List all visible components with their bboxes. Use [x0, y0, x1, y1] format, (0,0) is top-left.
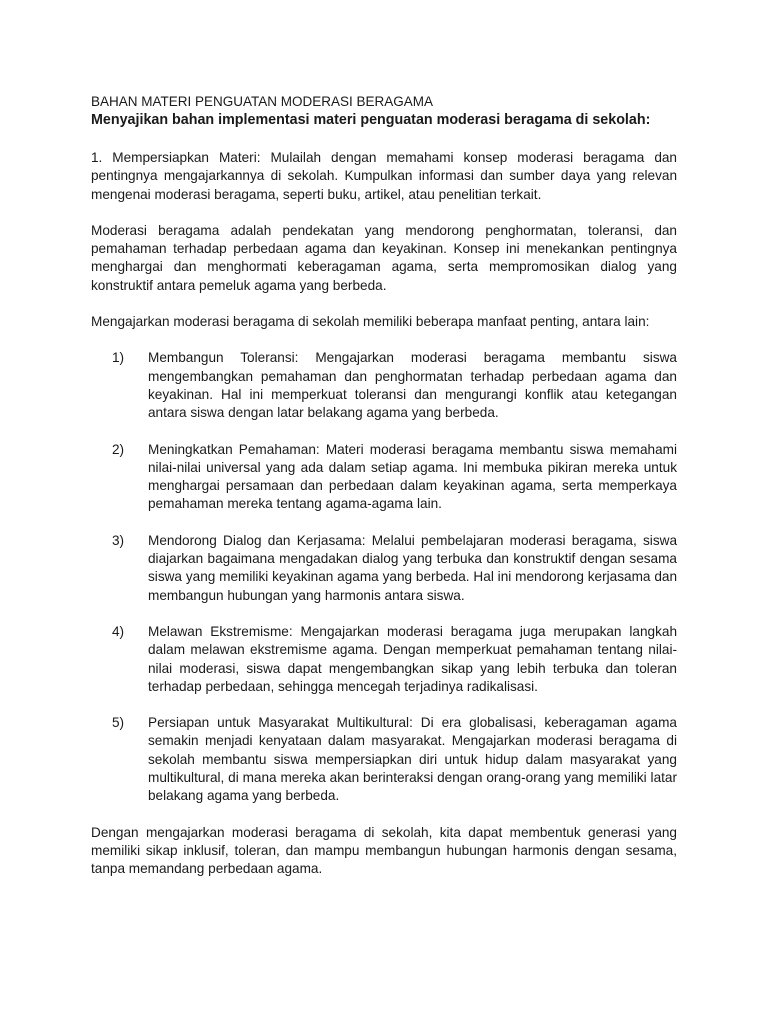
list-item — [91, 532, 677, 605]
document-subheading: Menyajikan bahan implementasi materi penguatan moderasi beragama di sekolah: — [91, 112, 651, 128]
list-item-text: Melawan Ekstremisme: Mengajarkan moderasi beragama juga merupakan langkah dalam melawan ekstremisme agama. Dengan memperkuat pemahaman tentang nilai-nilai moderasi, siswa dapat mengembangkan sikap yang lebih terbuka dan toleran terhadap perbedaan, sehingga mencegah terjadinya radikalisasi. — [148, 623, 677, 694]
list-item-number: 1) — [112, 350, 125, 366]
list-item-number: 2) — [112, 441, 125, 457]
document-heading: BAHAN MATERI PENGUATAN MODERASI BERAGAMA — [91, 94, 434, 109]
list-item — [91, 714, 677, 805]
list-item-text: Persiapan untuk Masyarakat Multikultural: Di era globalisasi, keberagaman agama semakin menjadi kenyataan dalam masyarakat. Mengajarkan moderasi beragama di sekolah membantu siswa mempersiapkan diri untuk hidup dalam masyarakat yang multikultural, di mana mereka akan berinteraksi dengan orang-orang yang memiliki latar belakang agama yang berbeda. — [148, 715, 677, 804]
list-item-text: Mendorong Dialog dan Kerjasama: Melalui pembelajaran moderasi beragama, siswa diajarkan bagaimana mengadakan dialog yang terbuka dan konstruktif dengan sesama siswa yang memiliki keyakinan agama yang berbeda. Hal ini mendorong kerjasama dan membangun hubungan yang harmonis antara siswa. — [148, 532, 677, 603]
intro-paragraph: 1. Mempersiapkan Materi: Mulailah dengan memahami konsep moderasi beragama dan pentingnya mengajarkannya di sekolah. Kumpulkan informasi dan sumber daya yang relevan mengenai moderasi beragama, seperti buku, artikel, atau penelitian terkait. — [91, 150, 677, 202]
benefits-intro-paragraph: Mengajarkan moderasi beragama di sekolah memiliki beberapa manfaat penting, antara lain: — [91, 314, 650, 330]
list-item-number: 5) — [112, 715, 125, 731]
benefits-list — [91, 349, 677, 805]
list-item-number: 4) — [112, 623, 125, 639]
list-item-text: Membangun Toleransi: Mengajarkan moderasi beragama membantu siswa mengembangkan pemahaman dan penghormatan terhadap perbedaan agama dan keyakinan. Hal ini memperkuat toleransi dan mengurangi konflik atau ketegangan antara siswa dengan latar belakang agama yang berbeda. — [148, 350, 677, 421]
list-item-number: 3) — [112, 532, 125, 548]
document-page — [91, 93, 677, 897]
list-item — [91, 441, 677, 514]
closing-paragraph: Dengan mengajarkan moderasi beragama di sekolah, kita dapat membentuk generasi yang memiliki sikap inklusif, toleran, dan mampu membangun hubungan harmonis dengan sesama, tanpa memandang perbedaan agama. — [91, 824, 677, 877]
list-item-text: Meningkatkan Pemahaman: Materi moderasi beragama membantu siswa memahami nilai-nilai universal yang ada dalam setiap agama. Ini membuka pikiran mereka untuk menghargai persamaan dan perbedaan dalam keyakinan agama, serta memperkaya pemahaman mereka tentang agama-agama lain. — [148, 441, 677, 512]
list-item — [91, 623, 677, 696]
definition-paragraph: Moderasi beragama adalah pendekatan yang mendorong penghormatan, toleransi, dan pemahaman terhadap perbedaan agama dan keyakinan. Konsep ini menekankan pentingnya menghargai dan menghormati keberagaman agama, serta mempromosikan dialog yang konstruktif antara pemeluk agama yang berbeda. — [91, 222, 677, 293]
list-item — [91, 349, 677, 422]
